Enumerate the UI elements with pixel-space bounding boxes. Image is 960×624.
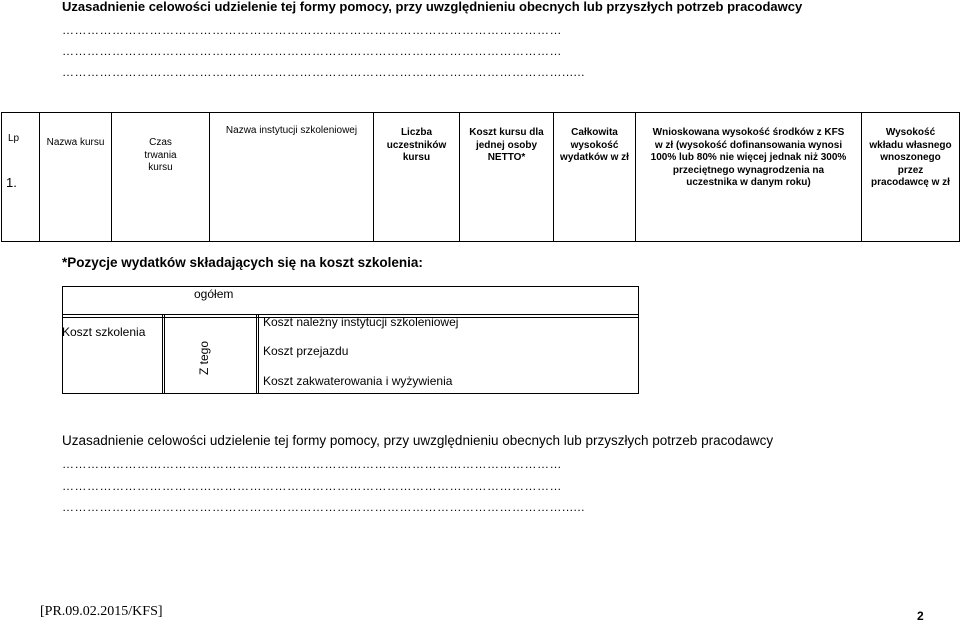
cell-lp[interactable] xyxy=(2,113,40,242)
course-table xyxy=(1,112,960,242)
header-duration: Czas trwania kursu xyxy=(144,137,177,173)
dotted-line: ………………………………………………………………………………………………………… xyxy=(62,44,562,58)
header-course-name: Nazwa kursu xyxy=(46,137,105,148)
header-total-cost: Całkowita wysokość wydatków w zł xyxy=(560,127,629,163)
cell-course-name[interactable] xyxy=(40,113,112,242)
header-institution: Nazwa instytucji szkoleniowej xyxy=(225,125,358,136)
document-code: [PR.09.02.2015/KFS] xyxy=(40,604,163,619)
justification-heading-bottom: Uzasadnienie celowości udzielenie tej formy pomocy, przy uwzględnieniu obecnych lub przyszłych potrzeb pracodawcy xyxy=(62,433,774,448)
dotted-line: ………………………………………………………………………………………………………… xyxy=(62,479,562,493)
dotted-line: …………………………………………………………………………………………………………...... xyxy=(62,65,586,79)
header-lp: Lp xyxy=(8,133,20,144)
dotted-line: ………………………………………………………………………………………………………… xyxy=(62,23,562,37)
cell-own-contribution[interactable] xyxy=(862,113,960,242)
header-requested-amount: Wnioskowana wysokość środków z KFS w zł (wysokość dofinansowania wynosi 100% lub 80% nie więcej jednak niż 300% przeciętnego wynagrodzenia na uczestnika w danym roku) xyxy=(650,127,847,188)
cell-cost-per-person[interactable] xyxy=(460,113,554,242)
cost-item-travel: Koszt przejazdu xyxy=(263,344,349,358)
cell-total-cost[interactable] xyxy=(554,113,636,242)
training-cost-label: Koszt szkolenia xyxy=(62,325,146,339)
cell-duration[interactable] xyxy=(112,113,210,242)
cost-items-title: *Pozycje wydatków składających się na koszt szkolenia: xyxy=(62,255,423,270)
cell-requested-amount[interactable] xyxy=(636,113,862,242)
header-participants: Liczba uczestników kursu xyxy=(386,127,447,163)
row-number: 1. xyxy=(6,175,17,190)
header-own-contribution: Wysokość wkładu własnego wnoszonego przez pracodawcę w zł xyxy=(869,127,952,188)
justification-heading-top: Uzasadnienie celowości udzielenie tej formy pomocy, przy uwzględnieniu obecnych lub przyszłych potrzeb pracodawcy xyxy=(62,0,803,14)
of-which-label: Z tego xyxy=(197,340,211,375)
cost-item-institution: Koszt należny instytucji szkoleniowej xyxy=(263,315,459,329)
header-cost-per-person: Koszt kursu dla jednej osoby NETTO* xyxy=(469,127,544,163)
table-row xyxy=(2,113,960,242)
total-label: ogółem xyxy=(194,287,234,301)
cost-item-accommodation: Koszt zakwaterowania i wyżywienia xyxy=(263,374,453,388)
cell-institution[interactable] xyxy=(210,113,374,242)
dotted-line: …………………………………………………………………………………………………………...... xyxy=(62,500,586,514)
dotted-line: ………………………………………………………………………………………………………… xyxy=(62,457,562,471)
cell-participants[interactable] xyxy=(374,113,460,242)
page-number: 2 xyxy=(917,609,924,623)
